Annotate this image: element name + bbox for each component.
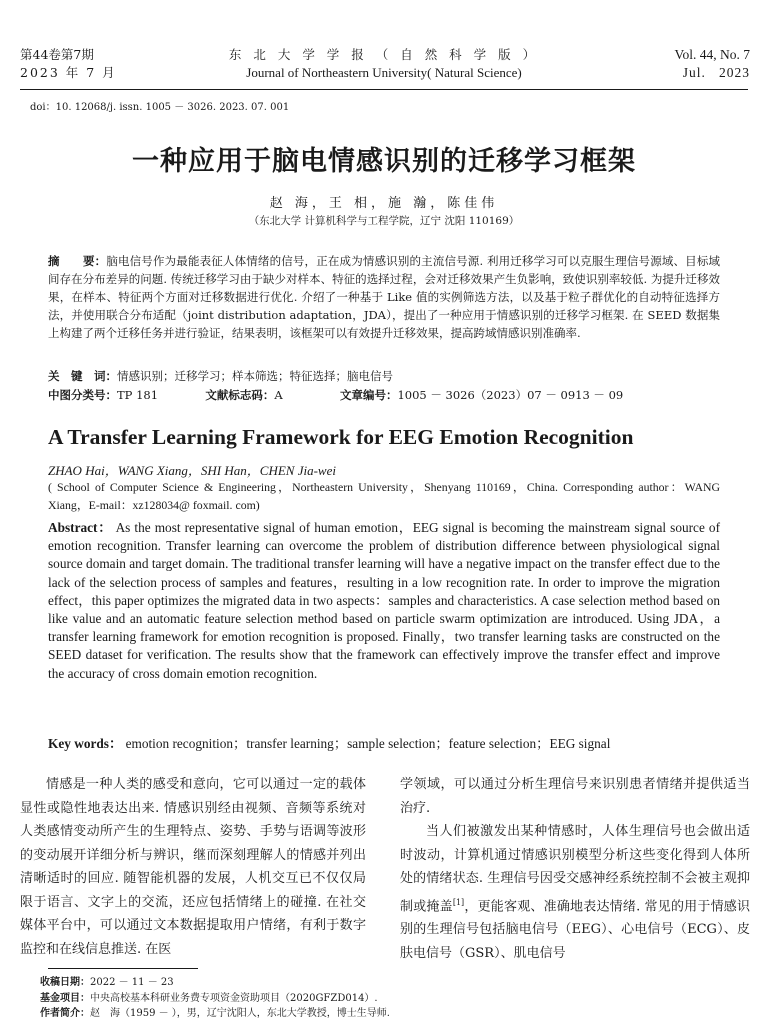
- doc-code-value: A: [274, 388, 283, 402]
- keywords-en-text: emotion recognition；transfer learning；sample selection；feature selection；EEG signal: [125, 736, 611, 751]
- header-center: [0, 46, 768, 82]
- doc-code-label: 文献标志码：: [205, 388, 275, 402]
- keywords-cn-label: 关 键 词：: [48, 369, 117, 383]
- body-text: 当人们被激发出某种情感时，人体生理信号也会做出适时波动，计算机通过情感识别模型分析这些变化得到人体所处的情绪状态. 生理信号因受交感神经系统控制不会被主观抑制或掩盖: [400, 824, 750, 914]
- affiliation-cn: （东北大学 计算机科学与工程学院，辽宁 沈阳 110169）: [248, 215, 520, 227]
- body-text: ，更能客观、准确地表达情绪. 常见的用于情感识别的生理信号包括脑电信号（EEG）、心电信号（ECG）、皮肤电信号（GSR）、肌电信号: [400, 898, 750, 961]
- body-paragraph: 情感是一种人类的感受和意向，它可以通过一定的载体显性或隐性地表达出来. 情感识别经由视频、音频等系统对人类感情变动所产生的生理特点、姿势、手势与语调等波形的变动展开详细分析与辨识，继而深刻理解人的情感并列出清晰适时的回应. 随智能机器的发展，人机交互已不仅仅局限于语言、文字上的交流，还应包括情绪上的碰撞. 在社交媒体平台中，可以通过文本数据提取用户情绪，有利于数字监控和在线信息推送. 在医: [20, 777, 366, 957]
- body-paragraph: [400, 820, 750, 965]
- footnote-fund: [40, 991, 378, 1006]
- body-column-right: [400, 773, 750, 965]
- date-cn: 2023 年 7 月: [20, 65, 117, 80]
- clc-label: 中图分类号：: [48, 388, 117, 402]
- title-cn: 一种应用于脑电情感识别的迁移学习框架: [132, 146, 636, 177]
- footnote-rule: [48, 968, 198, 969]
- header-rule: [20, 89, 748, 90]
- footnote-author-bio: [40, 1006, 390, 1021]
- received-value: 2022 － 11 － 23: [90, 977, 174, 988]
- keywords-cn-text: 情感识别；迁移学习；样本筛选；特征选择；脑电信号: [117, 369, 393, 383]
- abstract-en: [48, 519, 720, 683]
- date-en: Jul. 2023: [682, 65, 750, 80]
- article-no-value: 1005 － 3026（2023）07 － 0913 － 09: [397, 388, 624, 402]
- title-en: A Transfer Learning Framework for EEG Emotion Recognition: [48, 425, 634, 449]
- classification-line: [48, 386, 623, 404]
- doi: doi：10. 12068/j. issn. 1005 － 3026. 2023. 07. 001: [30, 102, 290, 113]
- authors-en: ZHAO Hai，WANG Xiang，SHI Han，CHEN Jia-wei: [48, 463, 336, 478]
- bio-value: 赵 海（1959 － ），男，辽宁沈阳人，东北大学教授，博士生导师.: [90, 1008, 390, 1019]
- header-right: [674, 46, 750, 82]
- journal-name-en: Journal of Northeastern University( Natural Science): [246, 65, 522, 80]
- keywords-en-label: Key words：: [48, 736, 123, 751]
- received-label: 收稿日期：: [40, 977, 90, 988]
- fund-label: 基金项目：: [40, 993, 90, 1004]
- citation-ref: [1]: [452, 897, 465, 907]
- bio-label: 作者简介：: [40, 1008, 90, 1019]
- keywords-en: [48, 735, 720, 753]
- article-no-label: 文章编号：: [339, 388, 398, 402]
- journal-name-cn: 东 北 大 学 学 报 （ 自 然 科 学 版 ）: [228, 47, 540, 62]
- body-column-left: [20, 773, 366, 961]
- volume-issue-en: Vol. 44, No. 7: [674, 47, 750, 62]
- fund-value: 中央高校基本科研业务费专项资金资助项目（2020GFZD014）.: [90, 993, 378, 1004]
- body-paragraph: 学领域，可以通过分析生理信号来识别患者情绪并提供适当治疗.: [400, 777, 750, 816]
- authors-cn: 赵 海，王 相，施 瀚，陈佳伟: [269, 196, 499, 211]
- footnote-received: [40, 975, 174, 990]
- keywords-cn: [48, 367, 720, 385]
- clc-value: TP 181: [117, 388, 159, 402]
- abstract-cn: [48, 252, 720, 342]
- abstract-cn-text: 脑电信号作为最能表征人体情绪的信号，正在成为情感识别的主流信号源. 利用迁移学习可以克服生理信号源域、目标域间存在分布差异的问题. 传统迁移学习由于缺少对样本、特征的选择过程，会对迁移效果产生负影响，致使识别率较低. 为提升迁移效果，在样本、特征两个方面对迁移数据进行优化. 介绍了一种基于 Like 值的实例筛选方法，以及基于粒子群优化的自动特征选择方法，并使用联合分布适配（joint distribution adaptation，JDA），提出了一种应用于情感识别的迁移学习框架. 在 SEED 数据集上构建了两个迁移任务并进行验证，结果表明，该框架可以有效提升迁移效果，提高跨域情感识别准确率.: [48, 254, 720, 341]
- abstract-en-label: Abstract：: [48, 520, 113, 535]
- volume-issue-cn: 第44卷第7期: [20, 47, 94, 62]
- affiliation-en: ( School of Computer Science & Engineering，Northeastern University，Shenyang 110169，China. Corresponding author：WANG Xiang，E-mail：xz128034@ foxmail. com): [48, 480, 720, 512]
- abstract-en-text: As the most representative signal of human emotion，EEG signal is becoming the mainstream signal source of emotion recognition. Transfer learning can overcome the problem of distribution difference between physiological signal source domain and target domain. The traditional transfer learning will have a negative impact on the transfer effect due to the lack of the selection process of samples and features，resulting in a low recognition rate. In order to improve the migration effect，this paper optimizes the migrated data in two aspects：samples and characteristics. A case selection method based on like value and an automatic feature selection method based on particle swarm optimization are introduced. Using JDA，a transfer learning framework for emotion recognition is proposed. Finally，two transfer learning tasks are constructed on the SEED dataset for verification. The results show that the framework can effectively improve the transfer effect and improve the accuracy of cross domain emotion recognition.: [48, 520, 720, 681]
- abstract-cn-label: 摘 要：: [48, 254, 107, 268]
